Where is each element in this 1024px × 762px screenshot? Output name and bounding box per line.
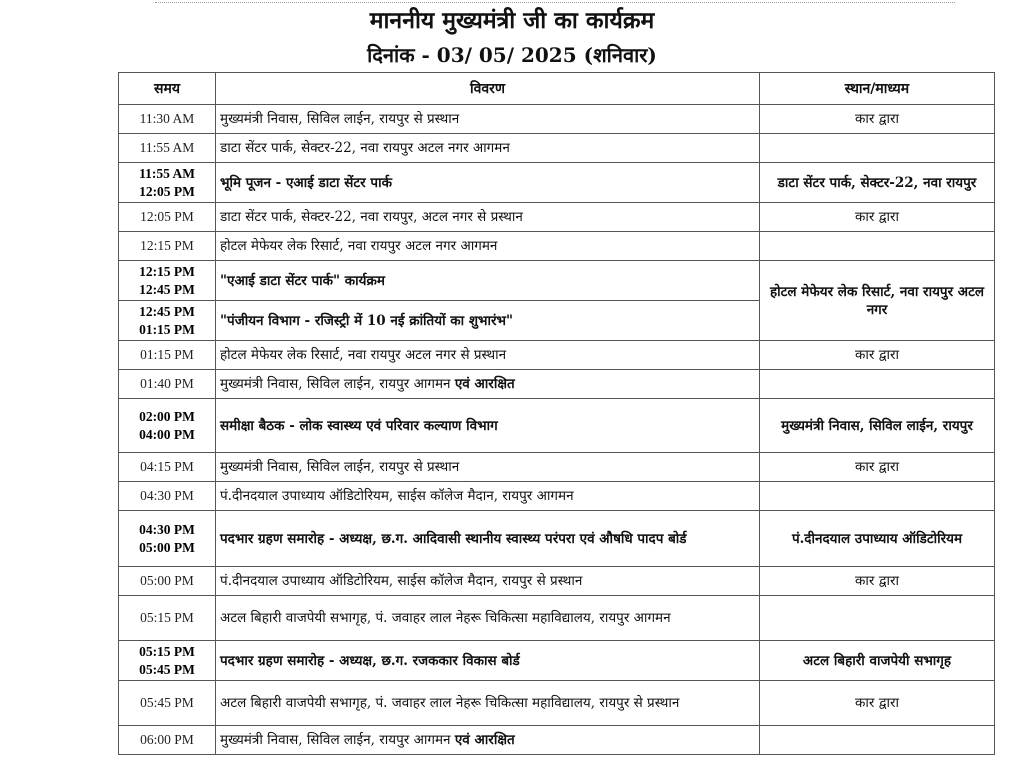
description-bold-suffix: एवं आरक्षित: [454, 732, 515, 748]
time-cell: 05:45 PM: [119, 681, 216, 726]
table-header-row: [119, 73, 995, 105]
description-cell: "एआई डाटा सेंटर पार्क" कार्यक्रम: [216, 261, 760, 301]
description-cell: डाटा सेंटर पार्क, सेक्टर-22, नवा रायपुर अटल नगर आगमन: [216, 134, 760, 163]
table-row: [119, 134, 995, 163]
place-cell: कार द्वारा: [760, 453, 995, 482]
table-row: [119, 726, 995, 755]
end-time: 12:45 PM: [139, 281, 195, 297]
place-cell: [760, 726, 995, 755]
time-range-cell: [119, 163, 216, 203]
time-cell: 05:15 PM: [119, 596, 216, 641]
start-time: 02:00 PM: [139, 408, 195, 424]
time-cell: 05:00 PM: [119, 567, 216, 596]
description-cell: भूमि पूजन - एआई डाटा सेंटर पार्क: [216, 163, 760, 203]
place-cell: कार द्वारा: [760, 681, 995, 726]
description-cell: समीक्षा बैठक - लोक स्वास्थ्य एवं परिवार कल्याण विभाग: [216, 399, 760, 453]
table-row: [119, 567, 995, 596]
end-time: 01:15 PM: [139, 321, 195, 337]
time-cell: 06:00 PM: [119, 726, 216, 755]
start-time: 04:30 PM: [139, 521, 195, 537]
description-cell: [216, 726, 760, 755]
time-range-cell: [119, 301, 216, 341]
description-cell: अटल बिहारी वाजपेयी सभागृह, पं. जवाहर लाल नेहरू चिकित्सा महाविद्यालय, रायपुर आगमन: [216, 596, 760, 641]
description-cell: पदभार ग्रहण समारोह - अध्यक्ष, छ.ग. रजककार विकास बोर्ड: [216, 641, 760, 681]
place-cell: कार द्वारा: [760, 105, 995, 134]
schedule-table: [118, 72, 995, 755]
description-cell: डाटा सेंटर पार्क, सेक्टर-22, नवा रायपुर, अटल नगर से प्रस्थान: [216, 203, 760, 232]
time-cell: 01:40 PM: [119, 370, 216, 399]
table-row: [119, 453, 995, 482]
table-row: [119, 105, 995, 134]
time-cell: 11:55 AM: [119, 134, 216, 163]
description-cell: "पंजीयन विभाग - रजिस्ट्री में 10 नई क्रांतियों का शुभारंभ": [216, 301, 760, 341]
description-cell: होटल मेफेयर लेक रिसार्ट, नवा रायपुर अटल नगर से प्रस्थान: [216, 341, 760, 370]
time-cell: 01:15 PM: [119, 341, 216, 370]
time-range-cell: [119, 641, 216, 681]
description-cell: पं.दीनदयाल उपाध्याय ऑडिटोरियम, साईस कॉलेज मैदान, रायपुर आगमन: [216, 482, 760, 511]
place-cell: [760, 370, 995, 399]
time-cell: 04:15 PM: [119, 453, 216, 482]
description-text: मुख्यमंत्री निवास, सिविल लाईन, रायपुर आगमन: [220, 376, 451, 392]
description-cell: मुख्यमंत्री निवास, सिविल लाईन, रायपुर से प्रस्थान: [216, 453, 760, 482]
table-row: [119, 203, 995, 232]
table-row: [119, 641, 995, 681]
time-range-cell: [119, 399, 216, 453]
table-row: [119, 232, 995, 261]
place-cell: कार द्वारा: [760, 203, 995, 232]
start-time: 12:45 PM: [139, 303, 195, 319]
column-header-time: समय: [119, 73, 216, 105]
description-text: मुख्यमंत्री निवास, सिविल लाईन, रायपुर आगमन: [220, 732, 451, 748]
place-cell: [760, 482, 995, 511]
table-row: [119, 596, 995, 641]
place-cell: कार द्वारा: [760, 567, 995, 596]
table-row: [119, 261, 995, 301]
table-row: [119, 370, 995, 399]
table-row: [119, 163, 995, 203]
place-cell: अटल बिहारी वाजपेयी सभागृह: [760, 641, 995, 681]
description-cell: पं.दीनदयाल उपाध्याय ऑडिटोरियम, साईस कॉलेज मैदान, रायपुर से प्रस्थान: [216, 567, 760, 596]
table-row: [119, 681, 995, 726]
place-cell: [760, 596, 995, 641]
time-range-cell: [119, 261, 216, 301]
description-cell: [216, 370, 760, 399]
column-header-details: विवरण: [216, 73, 760, 105]
description-cell: अटल बिहारी वाजपेयी सभागृह, पं. जवाहर लाल नेहरू चिकित्सा महाविद्यालय, रायपुर से प्रस्थान: [216, 681, 760, 726]
start-time: 05:15 PM: [139, 643, 195, 659]
place-cell: पं.दीनदयाल उपाध्याय ऑडिटोरियम: [760, 511, 995, 567]
end-time: 05:45 PM: [139, 661, 195, 677]
place-cell: डाटा सेंटर पार्क, सेक्टर-22, नवा रायपुर: [760, 163, 995, 203]
place-cell: कार द्वारा: [760, 341, 995, 370]
description-bold-suffix: एवं आरक्षित: [454, 376, 515, 392]
time-cell: 11:30 AM: [119, 105, 216, 134]
time-range-cell: [119, 511, 216, 567]
document-title: माननीय मुख्यमंत्री जी का कार्यक्रम: [369, 7, 655, 34]
column-header-place: स्थान/माध्यम: [760, 73, 995, 105]
description-cell: पदभार ग्रहण समारोह - अध्यक्ष, छ.ग. आदिवासी स्थानीय स्वास्थ्य परंपरा एवं औषधि पादप बोर्ड: [216, 511, 760, 567]
end-time: 12:05 PM: [139, 183, 195, 199]
description-cell: मुख्यमंत्री निवास, सिविल लाईन, रायपुर से प्रस्थान: [216, 105, 760, 134]
table-row: [119, 399, 995, 453]
end-time: 05:00 PM: [139, 539, 195, 555]
top-dotted-rule: [155, 2, 955, 3]
place-cell: मुख्यमंत्री निवास, सिविल लाईन, रायपुर: [760, 399, 995, 453]
description-cell: होटल मेफेयर लेक रिसार्ट, नवा रायपुर अटल नगर आगमन: [216, 232, 760, 261]
table-row: [119, 482, 995, 511]
table-row: [119, 511, 995, 567]
end-time: 04:00 PM: [139, 426, 195, 442]
place-cell: होटल मेफेयर लेक रिसार्ट, नवा रायपुर अटल नगर: [760, 261, 995, 341]
place-cell: [760, 232, 995, 261]
table-row: [119, 341, 995, 370]
place-cell: [760, 134, 995, 163]
time-cell: 04:30 PM: [119, 482, 216, 511]
time-cell: 12:05 PM: [119, 203, 216, 232]
time-cell: 12:15 PM: [119, 232, 216, 261]
start-time: 12:15 PM: [139, 263, 195, 279]
document-date: दिनांक - 03/ 05/ 2025 (शनिवार): [367, 43, 657, 67]
start-time: 11:55 AM: [139, 165, 195, 181]
